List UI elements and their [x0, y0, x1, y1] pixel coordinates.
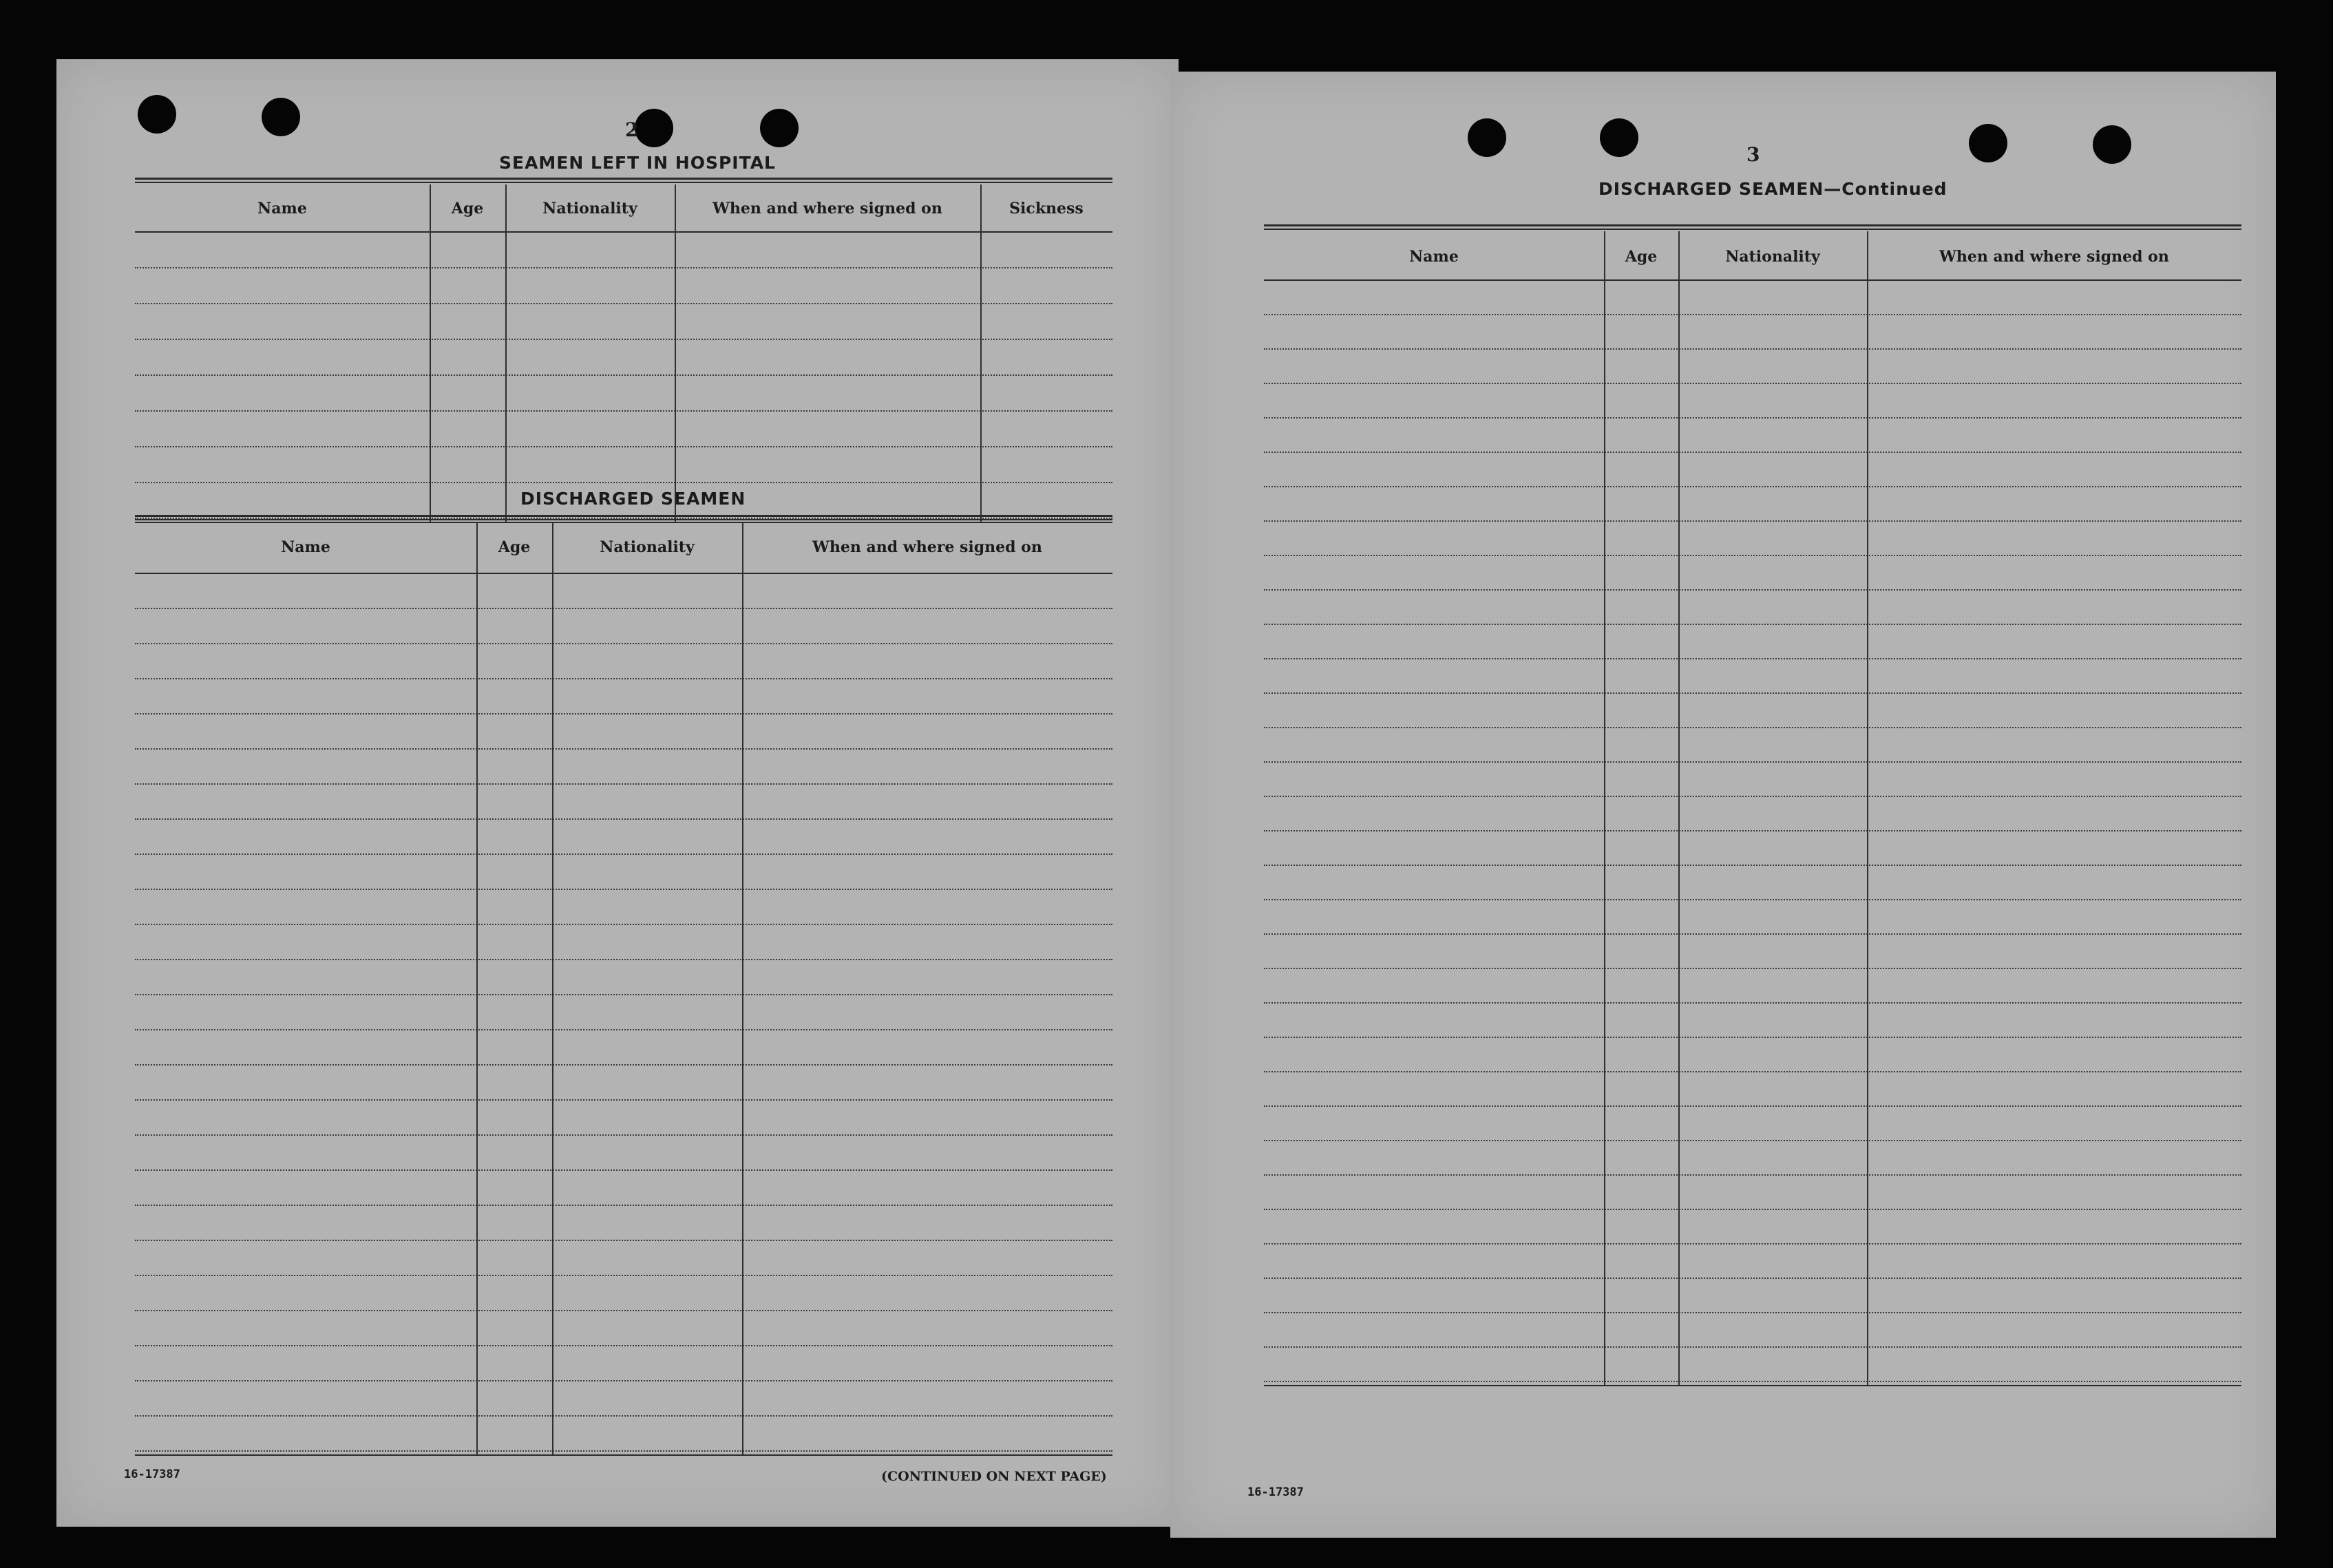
table-row-line — [1264, 933, 2241, 935]
table-row-line — [1264, 692, 2241, 694]
table-row-line — [1264, 1278, 2241, 1279]
table-row-line — [135, 1064, 1112, 1066]
table-row-line — [135, 1205, 1112, 1206]
table-row-line — [1264, 865, 2241, 866]
table-row-line — [135, 818, 1112, 820]
table-row-line — [135, 1275, 1112, 1276]
form-number: 16-17387 — [124, 1468, 180, 1481]
table-row-line — [1264, 968, 2241, 969]
column-divider — [476, 522, 478, 1454]
table-row-line — [135, 1380, 1112, 1381]
table-top-rule — [135, 515, 1112, 517]
table-row-line — [135, 339, 1112, 340]
column-header: When and where signed on — [712, 200, 942, 218]
table-row-line — [135, 748, 1112, 750]
table-row-line — [135, 1134, 1112, 1136]
discharged-section-title: DISCHARGED SEAMEN — [520, 489, 746, 509]
form-number: 16-17387 — [1247, 1485, 1304, 1499]
table-row-line — [1264, 1002, 2241, 1004]
punch-hole — [262, 98, 300, 136]
table-row-line — [1264, 589, 2241, 591]
column-header: Age — [1625, 248, 1658, 266]
column-divider — [980, 184, 982, 522]
table-row-line — [135, 608, 1112, 609]
column-divider — [1604, 231, 1605, 1385]
table-row-line — [135, 959, 1112, 960]
table-row-line — [1264, 452, 2241, 453]
table-row-line — [1264, 1140, 2241, 1141]
column-header: Nationality — [1725, 248, 1820, 266]
header-rule — [135, 573, 1112, 574]
header-rule — [135, 231, 1112, 233]
table-row-line — [1264, 1037, 2241, 1038]
table-row-line — [1264, 624, 2241, 625]
table-row-line — [135, 678, 1112, 679]
table-row-line — [135, 643, 1112, 644]
table-row-line — [1264, 1105, 2241, 1107]
table-top-rule — [1264, 224, 2241, 226]
table-row-line — [135, 303, 1112, 304]
punch-hole — [760, 109, 799, 147]
table-row-line — [1264, 520, 2241, 522]
table-row-line — [135, 783, 1112, 785]
table-row-line — [1264, 899, 2241, 900]
table-row-line — [1264, 1174, 2241, 1176]
left-form-page — [56, 59, 1179, 1527]
table-row-line — [1264, 1243, 2241, 1244]
column-header: Nationality — [600, 538, 695, 556]
table-row-line — [1264, 1381, 2241, 1382]
punch-hole — [2093, 125, 2131, 164]
hospital-section-title: SEAMEN LEFT IN HOSPITAL — [499, 153, 776, 173]
continued-note: (CONTINUED ON NEXT PAGE) — [881, 1469, 1107, 1484]
column-header: When and where signed on — [1939, 248, 2169, 266]
table-row-line — [135, 1099, 1112, 1101]
column-header: Name — [281, 538, 330, 556]
table-row-line — [1264, 555, 2241, 556]
column-header: Age — [498, 538, 531, 556]
table-row-line — [135, 1450, 1112, 1452]
table-row-line — [1264, 796, 2241, 797]
column-header: When and where signed on — [812, 538, 1042, 556]
punch-hole — [1600, 118, 1638, 157]
column-header: Sickness — [1009, 200, 1084, 218]
table-top-rule — [1264, 229, 2241, 230]
table-row-line — [135, 267, 1112, 268]
table-row-line — [1264, 727, 2241, 728]
right-form-page — [1170, 72, 2276, 1538]
column-divider — [1678, 231, 1680, 1385]
table-row-line — [135, 994, 1112, 995]
table-row-line — [1264, 1209, 2241, 1210]
table-row-line — [1264, 830, 2241, 831]
table-row-line — [1264, 383, 2241, 384]
table-bottom-rule — [135, 1454, 1112, 1456]
punch-hole — [1468, 118, 1506, 157]
table-bottom-rule — [1264, 1385, 2241, 1386]
discharged-continued-title: DISCHARGED SEAMEN—Continued — [1598, 179, 1947, 199]
punch-hole — [1969, 124, 2007, 162]
table-row-line — [1264, 417, 2241, 419]
table-row-line — [1264, 761, 2241, 763]
table-row-line — [1264, 1071, 2241, 1072]
column-divider — [552, 522, 553, 1454]
table-row-line — [135, 1345, 1112, 1346]
page-number: 3 — [1746, 143, 1760, 166]
table-row-line — [1264, 314, 2241, 315]
table-row-line — [1264, 486, 2241, 487]
column-header: Name — [1409, 248, 1459, 266]
table-row-line — [1264, 348, 2241, 350]
table-row-line — [135, 889, 1112, 890]
column-divider — [430, 184, 431, 522]
column-divider — [742, 522, 743, 1454]
table-row-line — [135, 1240, 1112, 1241]
table-row-line — [135, 374, 1112, 376]
table-row-line — [135, 1029, 1112, 1030]
table-row-line — [135, 1310, 1112, 1311]
table-top-rule — [135, 182, 1112, 183]
table-row-line — [135, 1169, 1112, 1171]
table-row-line — [135, 1415, 1112, 1417]
header-rule — [1264, 279, 2241, 281]
table-row-line — [1264, 1312, 2241, 1313]
punch-hole — [635, 109, 673, 147]
table-top-rule — [135, 519, 1112, 520]
column-header: Name — [257, 200, 307, 218]
column-divider — [675, 184, 676, 522]
table-row-line — [135, 713, 1112, 714]
table-row-line — [1264, 1346, 2241, 1348]
column-header: Nationality — [542, 200, 637, 218]
table-row-line — [1264, 658, 2241, 659]
table-row-line — [135, 482, 1112, 483]
punch-hole — [138, 95, 176, 134]
table-top-rule — [135, 178, 1112, 180]
table-row-line — [135, 410, 1112, 412]
column-divider — [505, 184, 507, 522]
table-row-line — [135, 924, 1112, 925]
column-divider — [1867, 231, 1868, 1385]
table-bottom-rule — [135, 522, 1112, 523]
table-row-line — [135, 854, 1112, 855]
page-number: 2 — [625, 118, 639, 141]
table-row-line — [135, 446, 1112, 447]
column-header: Age — [451, 200, 484, 218]
